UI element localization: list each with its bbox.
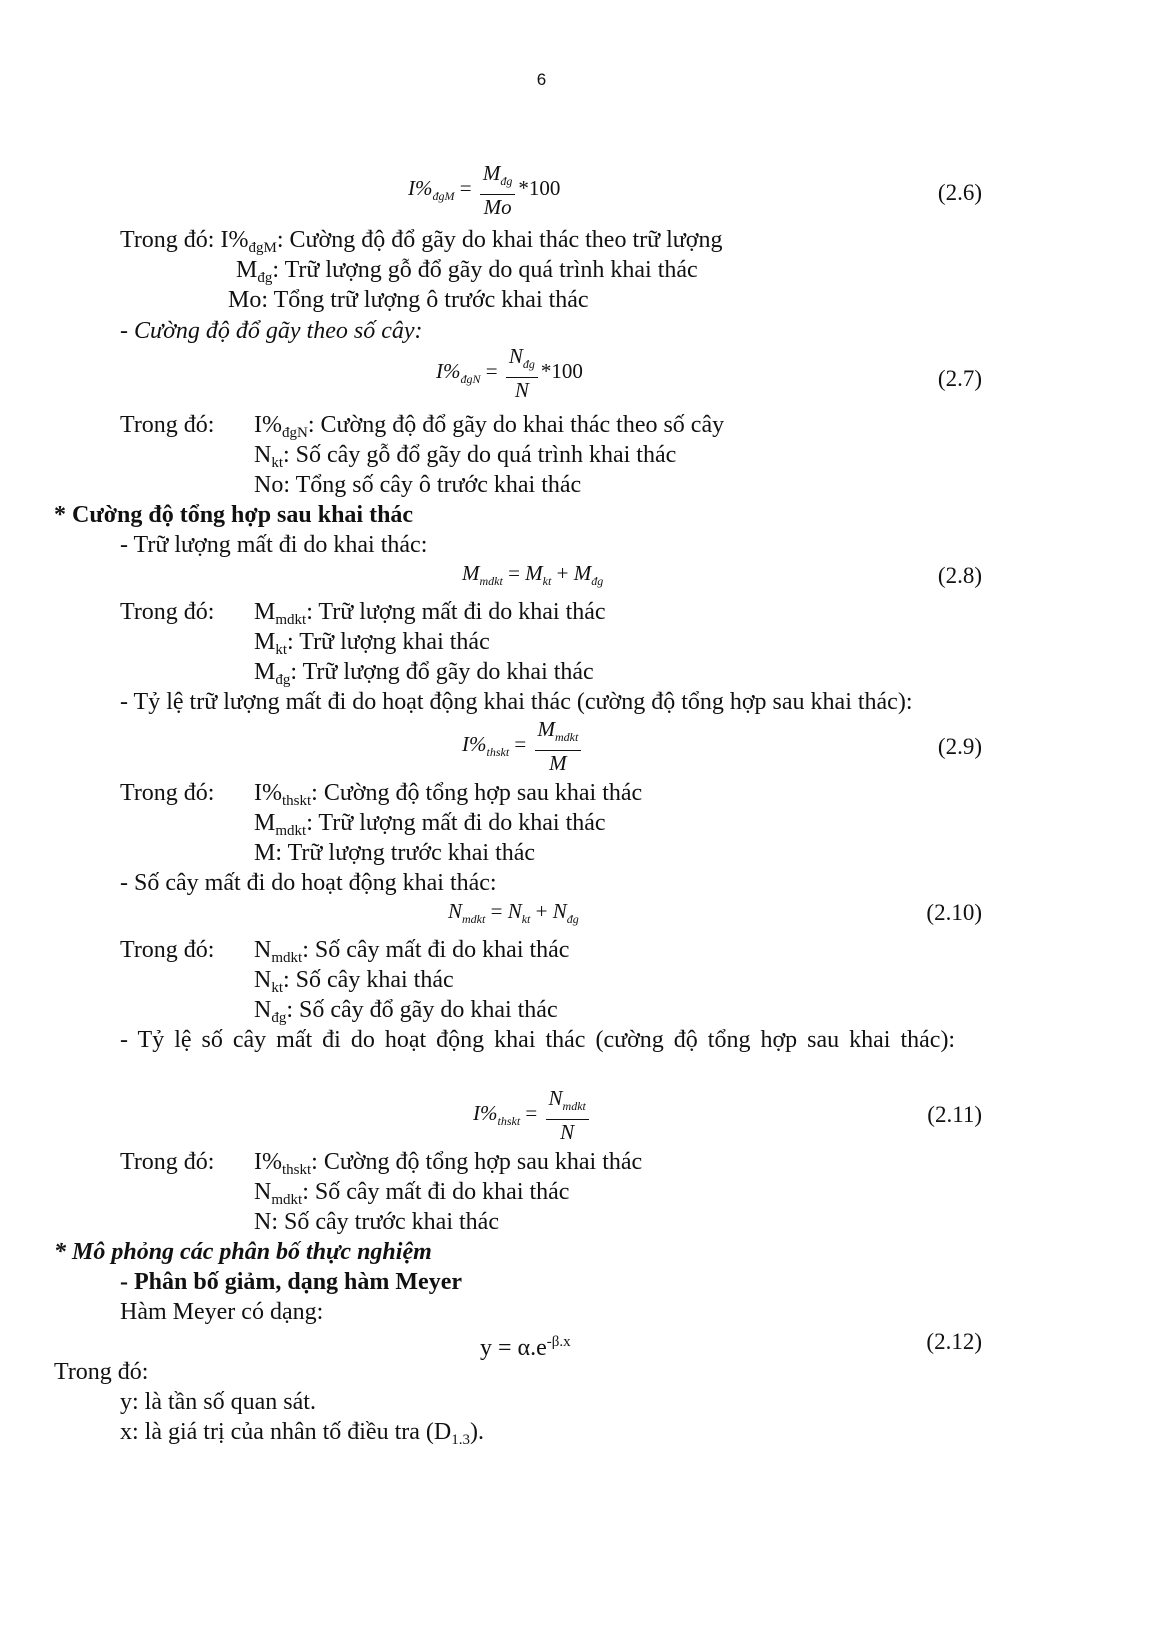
equation-2-7: $I\%_{đgN}$ = $\frac{N_{đg}}{N}$ *100 — [436, 344, 583, 402]
definition-line: $N_{đg}$: Số cây đổ gãy do khai thác — [254, 997, 558, 1026]
definition-line: $N_{kt}$: Số cây gỗ đổ gãy do quá trình khai thác — [254, 442, 677, 471]
section-heading-tong-hop: * Cường độ tổng hợp sau khai thác — [54, 502, 414, 528]
definition-line: $I\%_{thskt}$: Cường độ tổng hợp sau khai thác — [254, 780, 643, 809]
subheading-so-cay: - Cường độ đổ gãy theo số cây: — [120, 318, 423, 344]
definition-line: M: Trữ lượng trước khai thác — [254, 840, 536, 866]
definition-line: $M_{đg}$: Trữ lượng gỗ đổ gãy do quá trình khai thác — [236, 257, 698, 286]
equation-number-2-12: (2.12) — [926, 1329, 982, 1354]
definition-line: Trong đó: — [120, 599, 215, 625]
definition-line: $M_{mdkt}$: Trữ lượng mất đi do khai thác — [254, 599, 606, 628]
equation-2-11: $I\%_{thskt}$ = $\frac{N_{mdkt}}{N}$ — [473, 1086, 592, 1144]
definition-line: $N_{mdkt}$: Số cây mất đi do khai thác — [254, 937, 570, 966]
equation-number-2-7: (2.7) — [937, 366, 982, 391]
meyer-intro: Hàm Meyer có dạng: — [120, 1299, 324, 1325]
definition-line: Trong đó: — [120, 412, 215, 438]
equation-2-9: $I\%_{thskt}$ = $\frac{M_{mdkt}}{M}$ — [462, 717, 584, 775]
list-item: - Tỷ lệ số cây mất đi do hoạt động khai thác (cường độ tổng hợp sau khai thác): — [120, 1027, 956, 1053]
subsection-heading-meyer: - Phân bố giảm, dạng hàm Meyer — [120, 1269, 462, 1295]
equation-number-2-10: (2.10) — [926, 900, 982, 925]
equation-number-2-11: (2.11) — [927, 1102, 982, 1127]
definition-line: Trong đó: — [120, 937, 215, 963]
definition-line: Trong đó: $I\%_{đgM}$: Cường độ đổ gãy do khai thác theo trữ lượng — [120, 227, 723, 256]
page-number: 6 — [536, 70, 547, 89]
definition-line: $M_{đg}$: Trữ lượng đổ gãy do khai thác — [254, 659, 594, 688]
equation-2-12: $y = \alpha.e^{-\beta.x}$ — [480, 1334, 571, 1361]
definition-line: $I\%_{thskt}$: Cường độ tổng hợp sau khai thác — [254, 1149, 643, 1178]
equation-2-10: $N_{mdkt} = N_{kt} + N_{đg}$ — [448, 899, 579, 926]
equation-number-2-9: (2.9) — [937, 734, 982, 759]
section-heading-mo-phong: * Mô phỏng các phân bố thực nghiệm — [54, 1239, 432, 1265]
definition-line: N: Số cây trước khai thác — [254, 1209, 499, 1235]
equation-2-8: $M_{mdkt} = M_{kt} + M_{đg}$ — [462, 561, 604, 588]
list-item: - Trữ lượng mất đi do khai thác: — [120, 532, 428, 558]
definition-line: $I\%_{đgN}$: Cường độ đổ gãy do khai thác theo số cây — [254, 412, 725, 441]
definition-line: y: là tần số quan sát. — [120, 1389, 316, 1415]
definition-line: $M_{kt}$: Trữ lượng khai thác — [254, 629, 490, 658]
equation-2-6: $I\%_{đgM}$ = $\frac{M_{đg}}{Mo}$ *100 — [408, 161, 561, 219]
equation-number-2-6: (2.6) — [937, 180, 982, 205]
list-item: - Tỷ lệ trữ lượng mất đi do hoạt động khai thác (cường độ tổng hợp sau khai thác): — [120, 689, 913, 715]
list-item: - Số cây mất đi do hoạt động khai thác: — [120, 870, 497, 896]
definition-line: Trong đó: — [120, 1149, 215, 1175]
definition-line: No: Tổng số cây ô trước khai thác — [254, 472, 582, 498]
definition-line: x: là giá trị của nhân tố điều tra $(D_{1.3})$. — [120, 1419, 484, 1448]
equation-number-2-8: (2.8) — [937, 563, 982, 588]
trong-do-label: Trong đó: — [54, 1359, 149, 1385]
definition-line: $N_{kt}$: Số cây khai thác — [254, 967, 454, 996]
definition-line: Mo: Tổng trữ lượng ô trước khai thác — [228, 287, 589, 313]
definition-line: $M_{mdkt}$: Trữ lượng mất đi do khai thác — [254, 810, 606, 839]
definition-line: $N_{mdkt}$: Số cây mất đi do khai thác — [254, 1179, 570, 1208]
definition-line: Trong đó: — [120, 780, 215, 806]
